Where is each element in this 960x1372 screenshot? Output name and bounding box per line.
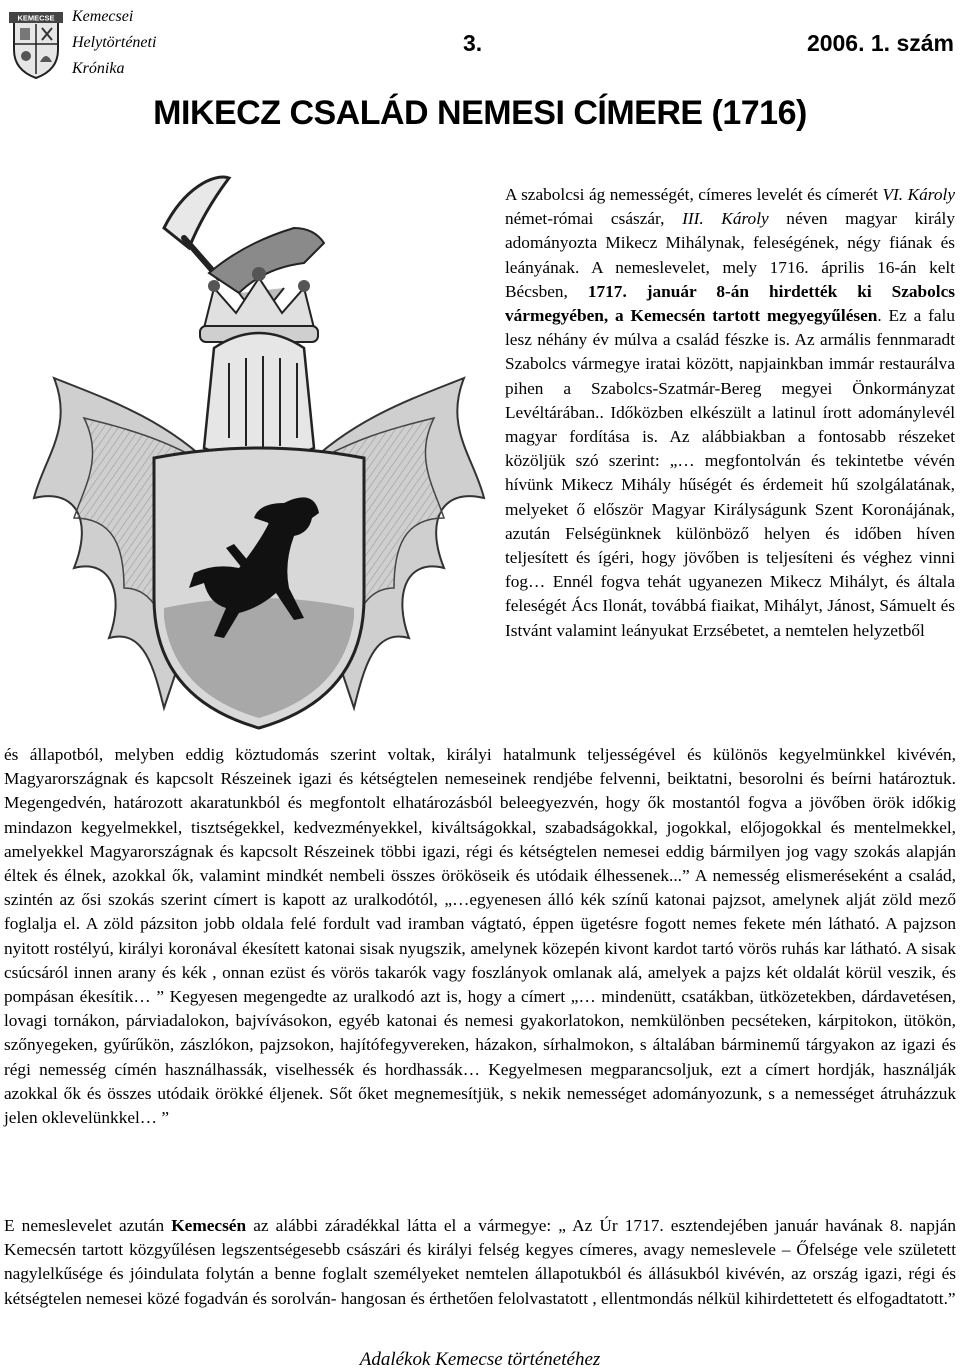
kemecse-crest-logo bbox=[6, 6, 66, 82]
issue-date: 2006. 1. szám bbox=[806, 30, 954, 56]
clause-text-2: az alábbi záradékkal látta el a vármegye: „ Az Úr 1717. esztendejében január havának 8. napján Kemecsén tartott közgyűlésen legszentségesebb császári és királyi felség kegyes címeres, avagy nemeslevele – Őfelsége vele született nagylelkűsége és jóindulata folytán a benne foglalt személyeket nemtelen állapotukból és állásukból kivévén, az ország igazi, régi és kétségtelen nemesei közé fogadván és sorolván- hangosan és érthetően felolvastatott , ellentmondás nélkül kihirdettetett és elfogadtatott.” bbox=[4, 1216, 956, 1308]
charter-quote-paragraph: és állapotból, melyben eddig köztudomás szerint voltak, királyi hatalmunk teljességével és különös kegyelmünkkel kivévén, Magyarországnak és kapcsolt Részeinek igazi és kétségtelen nemeseinek rendjébe felvenni, beiktatni, besorolni és beírni határoztuk. Megengedvén, határozott akaratunkból és megfontolt elhatározásból beleegyezvén, hogy ők mostantól fogva a jövőben örök időkig mindazon kegyelmekkel, tisztségekkel, kedvezményekkel, kiváltságokkal, szabadságokkal, jogokkal, előjogokkal és mentelmekkel, amelyekkel Magyarországnak és kapcsolt Részeinek többi igazi, régi és kétségtelen nemesei eddig bármilyen jog vagy szokás alapján éltek és élnek, azokkal ők, valamint mindkét nembeli összes örököseik és utódaik élhessenek...” A nemesség elismeréseként a család, szintén az ősi szokás szerint címert is kapott az uralkodótól, „…egyenesen álló kék színű katonai pajzsot, amelynek alját zöld mező foglalja el. A zöld pázsiton jobb oldala felé fordult vad iramban vágtató, éppen ügetésre fogott nemes fekete mén látható. A pajzson nyitott rostélyú, királyi koronával ékesített katonai sisak nyugszik, amelynek közepén kivont kardot tartó vörös ruhás kar látható. A sisak csúcsáról innen arany és kék , onnan ezüst és vörös takarók vagy foszlányok omlanak alá, amelyek a pajzs két oldalát körül veszik, és pompásan ékesítik… ” Kegyesen megengedte az uralkodó azt is, hogy a címert „… mindenütt, csatákban, ütközetekben, dárdavetésen, lovagi tornákon, párviadalokon, bajvívásokon, egyéb katonai és nemesi gyakorlatokon, nemkülönben pecséteken, kárpitokon, ütökön, szőnyegeken, gyűrűkön, zászlókon, pajzsokon, hajítófegyvereken, házakon, sírhalmokon, s általában bárminemű tárgyakon az igazi és régi nemesség címén használhassák, viselhessék és hordhassák… Kegyelmesen megparancsoljuk, ezt a címert hordják, használják azokkal ők és összes utódaik örökké éljenek. Sőt őket megnemesítjük, s nekik nemességet adományozunk, s a nemességet átruházzuk jelen oklevelünkkel… ” bbox=[4, 745, 956, 1128]
intro-paragraph bbox=[505, 183, 955, 643]
issue-number: 3. bbox=[463, 30, 483, 56]
emperor-name: VI. Károly bbox=[882, 185, 955, 204]
intro-text-1: A szabolcsi ág nemességét, címeres levelét és címerét bbox=[505, 185, 883, 204]
intro-text-4: . Ez a falu lesz néhány év múlva a család fészke is. Az armális fennmaradt Szabolcs vármegye iratai között, napjainkban immár restaurálva pihen a Szabolcs-Szatmár-Bereg megyei Önkormányzat Levéltárában.. Időközben elkészült a latinul írott adománylevél magyar fordítása is. Az alábbiakban a fontosabb részeket közöljük szó szerint: „… megfontolván és tekintetbe vévén hívünk Mikecz Mihály hűségét és érdemeit hű szolgálatának, melyeket ő először Magyar Királyságunk Szent Koronájának, azután Felségünknek különböző helyen és időben híven teljesített és ígéri, hogy jövőben is teljesíteni és véghez vinni fog… Ennél fogva tehát ugyanezen Mikecz Mihályt, és általa feleségét Ács Ilonát, továbbá fiaikat, Mihályt, Jánost, Sámuelt és Istvánt valamint leányukat Erzsébetet, a nemtelen helyzetből bbox=[505, 306, 955, 640]
page-header bbox=[0, 0, 960, 84]
kemecse-bold: Kemecsén bbox=[171, 1216, 247, 1235]
intro-text-2: német-római császár, bbox=[505, 209, 683, 229]
intro-text-3: néven magyar király adományozta Mikecz Mihálynak, feleségének, négy fiának és leányának. A nemeslevelet, mely 1716. április 16-án kelt Bécsben, bbox=[505, 209, 955, 301]
page-footer: Adalékok Kemecse történetéhez bbox=[359, 1349, 601, 1370]
publication-name bbox=[72, 4, 156, 82]
clause-text-1: E nemeslevelet azután bbox=[4, 1216, 172, 1235]
mikecz-coat-of-arms-image bbox=[14, 168, 490, 740]
publication-line-3: Krónika bbox=[72, 60, 125, 77]
article-title: MIKECZ CSALÁD NEMESI CÍMERE (1716) bbox=[153, 94, 807, 132]
publication-line-2: Helytörténeti bbox=[72, 34, 157, 51]
county-clause-paragraph bbox=[4, 1214, 956, 1311]
proclamation-date-text: 1717. január 8-án hirdették ki Szabolcs vármegyében, a Kemecsén tartott megyegyűlésen bbox=[505, 281, 955, 326]
publication-line-1: Kemecsei bbox=[72, 8, 134, 25]
logo-text: KEMECSE bbox=[17, 13, 55, 23]
king-name: III. Károly bbox=[682, 209, 769, 229]
